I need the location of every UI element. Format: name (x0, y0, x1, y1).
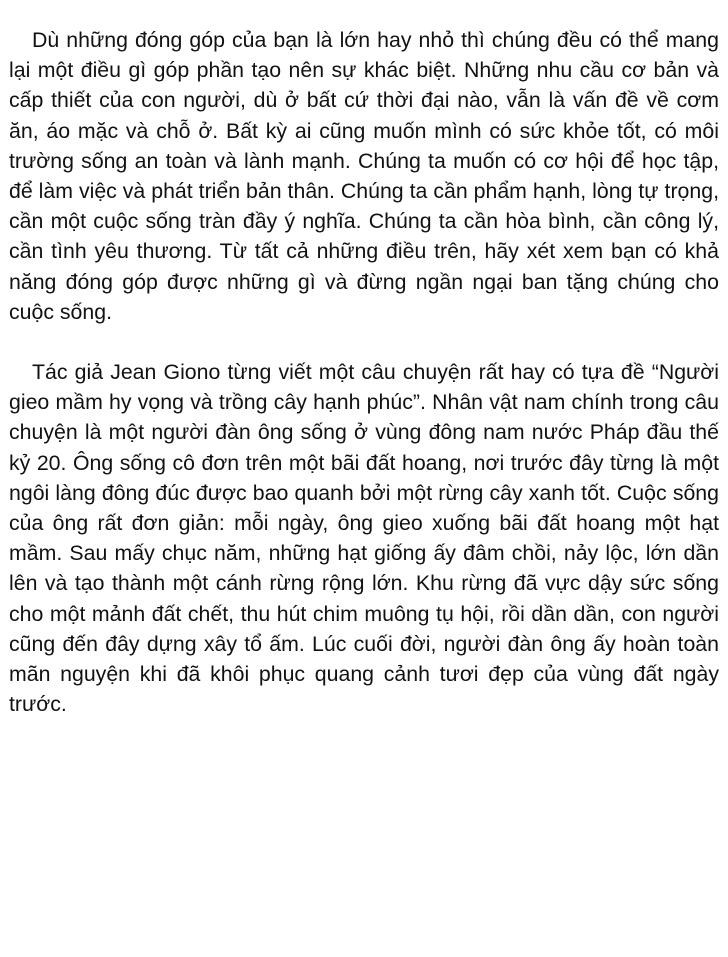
paragraph-jean-giono-story: Tác giả Jean Giono từng viết một câu chuyện rất hay có tựa đề “Người gieo mầm hy vọng và trồng cây hạnh phúc”. Nhân vật nam chính trong câu chuyện là một người đàn ông sống ở vùng đông nam nước Pháp đầu thế kỷ 20. Ông sống cô đơn trên một bãi đất hoang, nơi trước đây từng là một ngôi làng đông đúc được bao quanh bởi một rừng cây xanh tốt. Cuộc sống của ông rất đơn giản: mỗi ngày, ông gieo xuống bãi đất hoang một hạt mầm. Sau mấy chục năm, những hạt giống ấy đâm chồi, nảy lộc, lớn dần lên và tạo thành một cánh rừng rộng lớn. Khu rừng đã vực dậy sức sống cho một mảnh đất chết, thu hút chim muông tụ hội, rồi dần dần, con người cũng đến đây dựng xây tổ ấm. Lúc cuối đời, người đàn ông ấy hoàn toàn mãn nguyện khi đã khôi phục quang cảnh tươi đẹp của vùng đất ngày trước. (9, 360, 719, 717)
paragraph-contributions: Dù những đóng góp của bạn là lớn hay nhỏ thì chúng đều có thể mang lại một điều gì góp phần tạo nên sự khác biệt. Những nhu cầu cơ bản và cấp thiết của con người, dù ở bất cứ thời đại nào, vẫn là vấn đề về cơm ăn, áo mặc và chỗ ở. Bất kỳ ai cũng muốn mình có sức khỏe tốt, có môi trường sống an toàn và lành mạnh. Chúng ta muốn có cơ hội để học tập, để làm việc và phát triển bản thân. Chúng ta cần phẩm hạnh, lòng tự trọng, cần một cuộc sống tràn đầy ý nghĩa. Chúng ta cần hòa bình, cần công lý, cần tình yêu thương. Từ tất cả những điều trên, hãy xét xem bạn có khả năng đóng góp được những gì và đừng ngần ngại ban tặng chúng cho cuộc sống. (9, 28, 719, 324)
document-page (9, 25, 719, 719)
